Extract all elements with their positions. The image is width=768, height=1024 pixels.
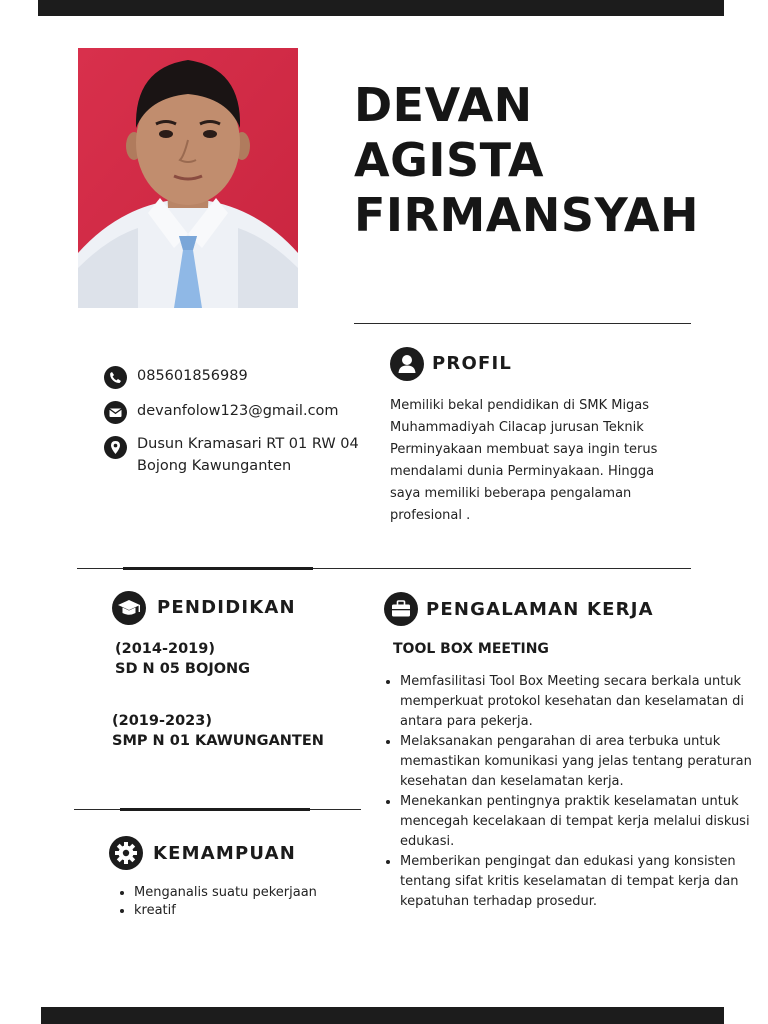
skills-list (116, 884, 364, 920)
pendidikan-title: PENDIDIKAN (157, 597, 296, 618)
briefcase-icon (384, 592, 418, 626)
skill-item: • Menganalis suatu pekerjaan (134, 884, 364, 902)
education-school: SD N 05 BOJONG (115, 661, 251, 677)
profil-title: PROFIL (432, 353, 513, 374)
name-line-1: DEVAN (354, 78, 533, 132)
duty-item: • Memfasilitasi Tool Box Meeting secara berkala untuk memperkuat protokol kesehatan dan keselamatan di antara para pekerja. (400, 672, 768, 732)
user-icon (390, 347, 424, 381)
email-icon (104, 401, 127, 424)
duty-item: • Melaksanakan pengarahan di area terbuka untuk memastikan komunikasi yang jelas tentang peraturan kesehatan dan keselamatan kerja. (400, 732, 768, 792)
divider-lower-accent (120, 808, 310, 811)
full-name (354, 78, 699, 243)
address-line-1: Dusun Kramasari RT 01 RW 04 (137, 436, 359, 452)
education-years: (2014-2019) (115, 641, 215, 657)
kemampuan-title: KEMAMPUAN (153, 843, 297, 864)
education-item (112, 711, 324, 751)
divider-top-right (354, 323, 691, 324)
email-address: devanfolow123@gmail.com (137, 403, 339, 419)
top-bar (38, 0, 724, 16)
job-duties-list (380, 672, 768, 912)
address-line-2: Bojong Kawunganten (137, 458, 292, 474)
graduation-cap-icon (112, 591, 146, 625)
phone-icon (104, 366, 127, 389)
duty-item: • Memberikan pengingat dan edukasi yang konsisten tentang sifat kritis keselamatan di tempat kerja dan kepatuhan terhadap prosedur. (400, 852, 768, 912)
location-pin-icon (104, 436, 127, 459)
skill-item: • kreatif (134, 902, 364, 920)
name-line-2: AGISTA (354, 133, 545, 187)
education-school: SMP N 01 KAWUNGANTEN (112, 733, 324, 749)
profil-text: Memiliki bekal pendidikan di SMK Migas Muhammadiyah Cilacap jurusan Teknik Perminyakaan membuat saya ingin terus mendalami dunia Perminyakaan. Hingga saya memiliki beberapa pengalaman profesional . (390, 398, 658, 523)
education-item (115, 639, 250, 679)
pengalaman-title: PENGALAMAN KERJA (426, 599, 654, 620)
education-years: (2019-2023) (112, 713, 212, 729)
profile-photo (78, 48, 298, 308)
divider-middle-accent (123, 567, 313, 570)
bottom-bar (41, 1007, 724, 1024)
duty-item: • Menekankan pentingnya praktik keselamatan untuk mencegah kecelakaan di tempat kerja melalui diskusi edukasi. (400, 792, 768, 852)
name-line-3: FIRMANSYAH (354, 188, 699, 242)
job-title: TOOL BOX MEETING (393, 641, 549, 657)
gear-icon (109, 836, 143, 870)
phone-number: 085601856989 (137, 368, 248, 384)
